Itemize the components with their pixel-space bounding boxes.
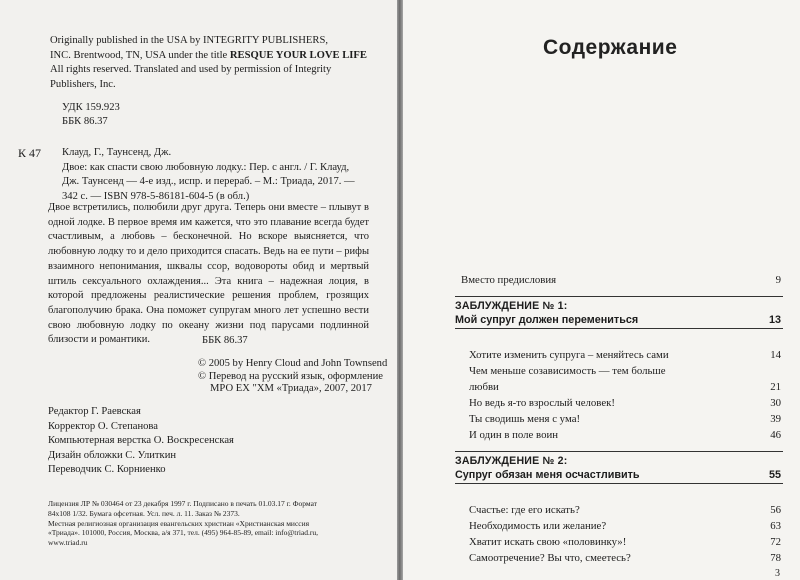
copyright-line-3: МРО ЕХ "ХМ «Триада», 2007, 2017 <box>210 383 372 395</box>
toc-entry[interactable] <box>461 535 781 549</box>
toc-entry-page: 30 <box>770 397 781 409</box>
annotation-paragraph: Двое встретились, полюбили друг друга. Теперь они вместе – плывут в одной лодке. В первое время им кажется, что это плавание всегда будет счастливым, а любовь – бесконечной. Но вскоре выясняется, что любовную лодку то и дело приходится спасать. Ведь на ее пути – рифы взаимного непонимания, шквалы ссор, водовороты обид и мертвый штиль сексуального охлаждения... Эта книга – надежная лоция, в которой предложены реалистические решения проблем, грозящих благополучию брака. Она поможет супругам много лет успешно вести свою любовную лодку по океану жизни под парусами подлинной близости и романтики. <box>48 202 369 346</box>
credit-editor: Редактор Г. Раевская <box>48 406 141 417</box>
toc-entry-page: 39 <box>770 413 781 425</box>
toc-entry-title: Хватит искать свою «половинку»! <box>469 536 627 548</box>
toc-entry-page: 9 <box>775 274 781 286</box>
toc-entry-title: любви <box>469 381 499 393</box>
toc-entry[interactable] <box>461 412 781 426</box>
catalog-line-2: Двое: как спасти свою любовную лодку.: Пер. с англ. / Г. Клауд, <box>62 161 350 173</box>
catalog-record <box>62 146 369 204</box>
toc-entry-title: Счастье: где его искать? <box>469 504 580 516</box>
author-mark: К 47 <box>18 146 42 160</box>
toc-entry-title: Самоотречение? Вы что, смеетесь? <box>469 552 631 564</box>
toc-entry-title: Чем меньше созависимость — тем больше <box>469 365 666 377</box>
toc-entry-title: И один в поле воин <box>469 429 559 441</box>
toc-entry-title: Хотите изменить супруга – меняйтесь сами <box>469 349 669 361</box>
toc-entry[interactable] <box>461 519 781 533</box>
toc-entry-page: 56 <box>770 504 781 516</box>
toc-entry[interactable] <box>461 348 781 362</box>
section-page: 13 <box>768 314 781 326</box>
license-line: «Триада». 101000, Россия, Москва, а/я 371, тел. (495) 964-85-89, email: info@triad.ru, <box>48 528 319 538</box>
section-page: 55 <box>768 469 781 481</box>
license-line: Лицензия ЛР № 030464 от 23 декабря 1997 г. Подписано в печать 01.03.17 г. Формат <box>48 499 317 508</box>
section-title: Мой супруг должен перемениться <box>455 314 639 326</box>
toc-entry[interactable] <box>461 428 781 442</box>
section-title: Супруг обязан меня осчастливить <box>455 469 640 481</box>
orig-line-4: Publishers, Inc. <box>50 78 116 90</box>
toc-entry[interactable] <box>461 380 781 394</box>
credit-translator: Переводчик С. Корниенко <box>48 464 166 476</box>
toc-entry-title: Но ведь я-то взрослый человек! <box>469 397 615 409</box>
catalog-line-3: Дж. Таунсенд — 4-е изд., испр. и перераб. – М.: Триада, 2017. — <box>62 176 355 188</box>
section-label: ЗАБЛУЖДЕНИЕ № 1: <box>455 296 783 313</box>
license-line: www.triad.ru <box>48 538 88 548</box>
original-title: RESQUE YOUR LOVE LIFE <box>229 49 367 61</box>
catalog-line-1: Клауд, Г., Таунсенд, Дж. <box>62 147 172 158</box>
toc-entry-title: Вместо предисловия <box>461 274 557 286</box>
catalog-line-4: 342 с. — ISBN 978-5-86181-604-5 (в обл.) <box>62 190 250 202</box>
toc-entry-page: 78 <box>770 552 781 564</box>
toc-title: Содержание <box>543 36 678 59</box>
section-title-row <box>455 468 783 484</box>
toc-entry-page: 14 <box>770 349 781 361</box>
toc-entry-page: 63 <box>770 520 781 532</box>
toc-entry-page: 21 <box>770 381 781 393</box>
original-publication-note <box>50 34 370 92</box>
section-title-row <box>455 313 783 329</box>
bbk-code-2: ББК 86.37 <box>202 335 248 346</box>
right-page <box>403 0 800 580</box>
toc-section-2[interactable] <box>455 451 783 484</box>
toc-entry-title: Необходимость или желание? <box>469 520 607 532</box>
toc-section-1[interactable] <box>455 296 783 329</box>
page-number: 3 <box>775 568 780 579</box>
orig-line-1: Originally published in the USA by INTEGRITY PUBLISHERS, <box>50 35 328 46</box>
toc-entry-intro[interactable] <box>461 273 781 287</box>
orig-line-3: All rights reserved. Translated and used by permission of Integrity <box>50 64 332 76</box>
toc-entry-title: Ты сводишь меня с ума! <box>469 413 581 425</box>
toc-entry[interactable] <box>461 364 781 378</box>
toc-entry[interactable] <box>461 551 781 565</box>
credit-cover-design: Дизайн обложки С. Улиткин <box>48 449 177 461</box>
toc-entry[interactable] <box>461 503 781 517</box>
credit-proofreader: Корректор О. Степанова <box>48 420 158 432</box>
copyright-block <box>198 358 388 396</box>
bbk-code: ББК 86.37 <box>62 116 108 127</box>
license-line: 84х108 1/32. Бумага офсетная. Усл. печ. л. 11. Заказ № 2373. <box>48 508 240 518</box>
toc-entry-page: 72 <box>770 536 781 548</box>
license-line: Местная религиозная организация евангельских христиан «Христианская миссия <box>48 518 310 528</box>
orig-line-2: INC. Brentwood, TN, USA under the title <box>50 49 230 61</box>
toc-entry-page: 46 <box>770 429 781 441</box>
copyright-line-2: © Перевод на русский язык, оформление <box>198 370 383 382</box>
credits-list <box>48 405 234 478</box>
toc-entry[interactable] <box>461 396 781 410</box>
left-page <box>0 0 397 580</box>
license-block <box>48 499 370 548</box>
section-label: ЗАБЛУЖДЕНИЕ № 2: <box>455 451 783 468</box>
udk-code: УДК 159.923 <box>62 102 120 113</box>
copyright-line-1: © 2005 by Henry Cloud and John Townsend <box>198 358 388 369</box>
credit-layout: Компьютерная верстка О. Воскресенская <box>48 435 234 447</box>
